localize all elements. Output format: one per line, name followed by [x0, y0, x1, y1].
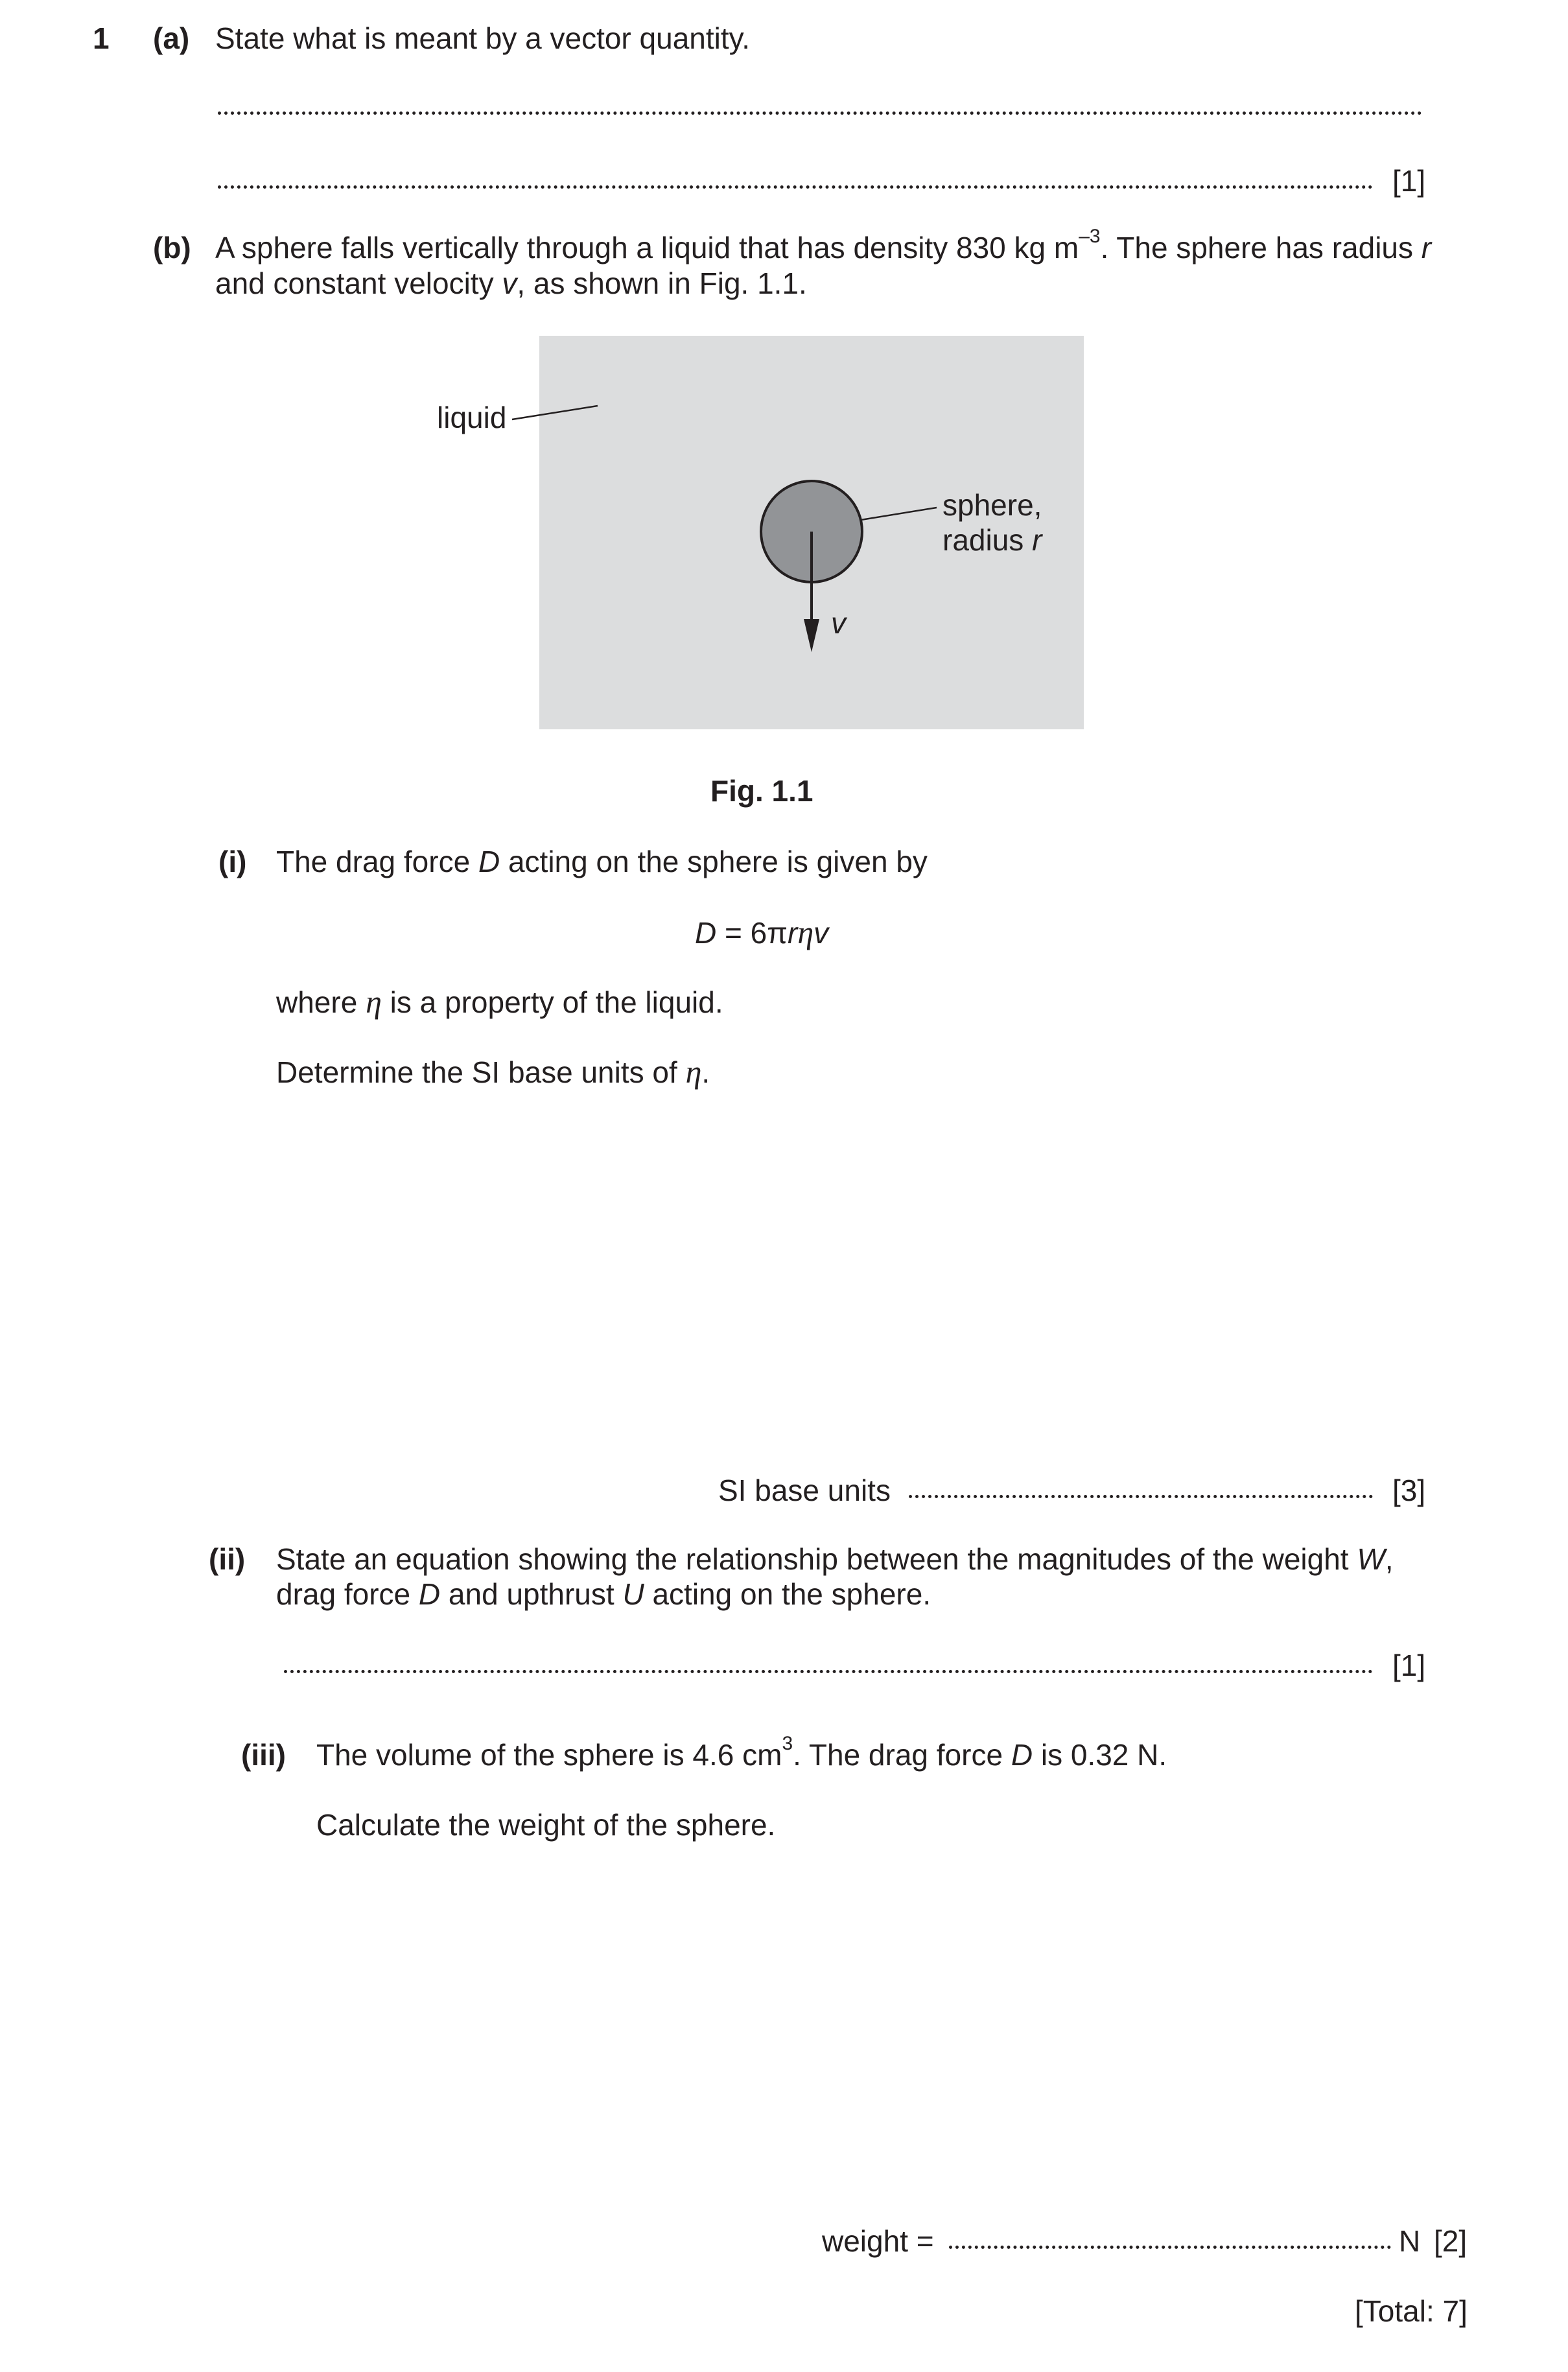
liquid-leader-line [512, 406, 598, 419]
part-a-label: (a) [153, 21, 190, 55]
part-b-iii-line-1: The volume of the sphere is 4.6 $cm^3$. The drag force D is 0.32 N. [316, 1733, 1167, 1772]
velocity-arrow-head [804, 619, 819, 652]
part-b-iii-label: (iii) [241, 1738, 286, 1772]
part-b-i-where: where η is a property of the liquid. [276, 983, 723, 1020]
equation-answer-line[interactable] [284, 1670, 1373, 1673]
part-b-i-intro: The drag force D acting on the sphere is given by [276, 845, 928, 878]
figure-1-1-diagram [0, 0, 1568, 778]
figure-caption: Fig. 1.1 [710, 774, 813, 808]
si-units-label: SI base units [718, 1474, 891, 1507]
si-units-answer-line[interactable] [909, 1495, 1373, 1498]
mark-a: [1] [1392, 164, 1426, 198]
part-b-ii-line-2: drag force D and upthrust U acting on the sphere. [276, 1577, 931, 1611]
label-sphere-line-1: sphere, [942, 488, 1042, 522]
weight-answer-label: weight = [822, 2224, 934, 2258]
weight-unit: N [1399, 2224, 1421, 2258]
part-b-ii-line-1: State an equation showing the relationship between the magnitudes of the weight W, [276, 1542, 1394, 1576]
part-a-text: State what is meant by a vector quantity. [215, 21, 751, 55]
mark-b-iii: [2] [1434, 2224, 1468, 2258]
part-b-label: (b) [153, 231, 191, 264]
mark-b-ii: [1] [1392, 1649, 1426, 1682]
part-b-line-2: and constant velocity v, as shown in Fig. 1.1. [215, 266, 807, 300]
part-b-iii-line-2: Calculate the weight of the sphere. [316, 1808, 776, 1842]
label-liquid: liquid [437, 401, 507, 434]
part-b-i-label: (i) [218, 845, 247, 878]
weight-answer-line[interactable] [949, 2246, 1391, 2249]
label-velocity: v [831, 606, 846, 640]
drag-equation: D = 6πrηv [695, 914, 829, 950]
part-b-line-1: A sphere falls vertically through a liquid that has density 830 kg $m^{-3}$. The sphere has radius r [215, 226, 1432, 264]
question-number: 1 [93, 21, 110, 55]
part-b-ii-label: (ii) [209, 1542, 246, 1576]
mark-b-i: [3] [1392, 1474, 1426, 1507]
label-sphere-line-2: radius r [942, 523, 1042, 557]
total-marks: [Total: 7] [1355, 2294, 1468, 2328]
sphere-leader-line [861, 508, 937, 520]
part-b-i-determine: Determine the SI base units of η. [276, 1053, 710, 1090]
